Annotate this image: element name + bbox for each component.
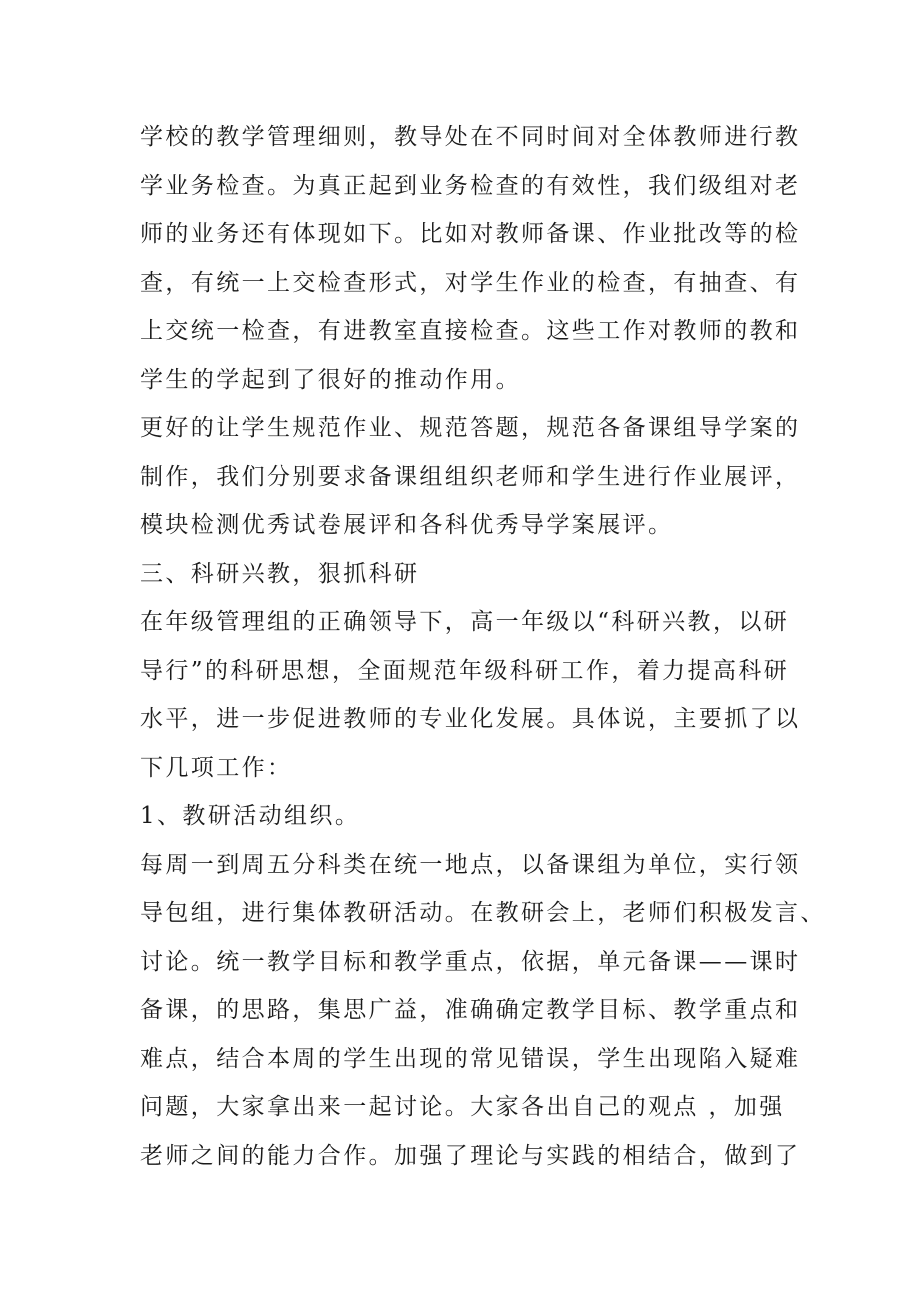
text-line-9: 模块检测优秀试卷展评和各科优秀导学案展评。: [140, 512, 674, 538]
text-line-16: 每周一到周五分科类在统一地点，以备课组为单位，实行领: [140, 851, 801, 878]
text-line-12: 导行”的科研思想，全面规范年级科研工作，着力提高科研: [140, 657, 790, 684]
subsection-heading: 1、教研活动组织。: [140, 803, 361, 829]
text-line-7: 更好的让学生规范作业、规范答题，规范各备课组导学案的: [140, 415, 801, 441]
text-line-2: 学业务检查。为真正起到业务检查的有效性，我们级组对老: [140, 172, 801, 199]
text-line-4: 查，有统一上交检查形式，对学生作业的检查，有抽查、有: [140, 269, 801, 296]
text-line-8: 制作，我们分别要求备课组组织老师和学生进行作业展评，: [140, 463, 801, 490]
section-heading: 三、科研兴教，狠抓科研: [140, 560, 420, 587]
text-line-5: 上交统一检查，有进教室直接检查。这些工作对教师的教和: [140, 318, 801, 344]
text-line-11: 在年级管理组的正确领导下，高一年级以“科研兴教，以研: [140, 609, 790, 635]
document-body: [140, 113, 826, 1180]
text-line-22: 老师之间的能力合作。加强了理论与实践的相结合，做到了: [140, 1142, 801, 1169]
text-line-13: 水平，进一步促进教师的专业化发展。具体说，主要抓了以: [140, 706, 801, 732]
text-line-21: 问题，大家拿出来一起讨论。大家各出自己的观点 ，加强: [140, 1094, 785, 1120]
text-line-17: 导包组，进行集体教研活动。在教研会上，老师们积极发言、: [140, 900, 826, 926]
text-line-20: 难点，结合本周的学生出现的常见错误，学生出现陷入疑难: [140, 1045, 801, 1072]
text-line-18: 讨论。统一教学目标和教学重点，依据，单元备课——课时: [140, 948, 801, 975]
text-line-19: 备课，的思路，集思广益，准确确定教学目标、教学重点和: [140, 997, 801, 1023]
text-line-6: 学生的学起到了很好的推动作用。: [140, 366, 521, 393]
text-line-1: 学校的教学管理细则，教导处在不同时间对全体教师进行教: [140, 124, 801, 150]
text-line-14: 下几项工作：: [140, 754, 293, 781]
text-line-3: 师的业务还有体现如下。比如对教师备课、作业批改等的检: [140, 221, 801, 247]
